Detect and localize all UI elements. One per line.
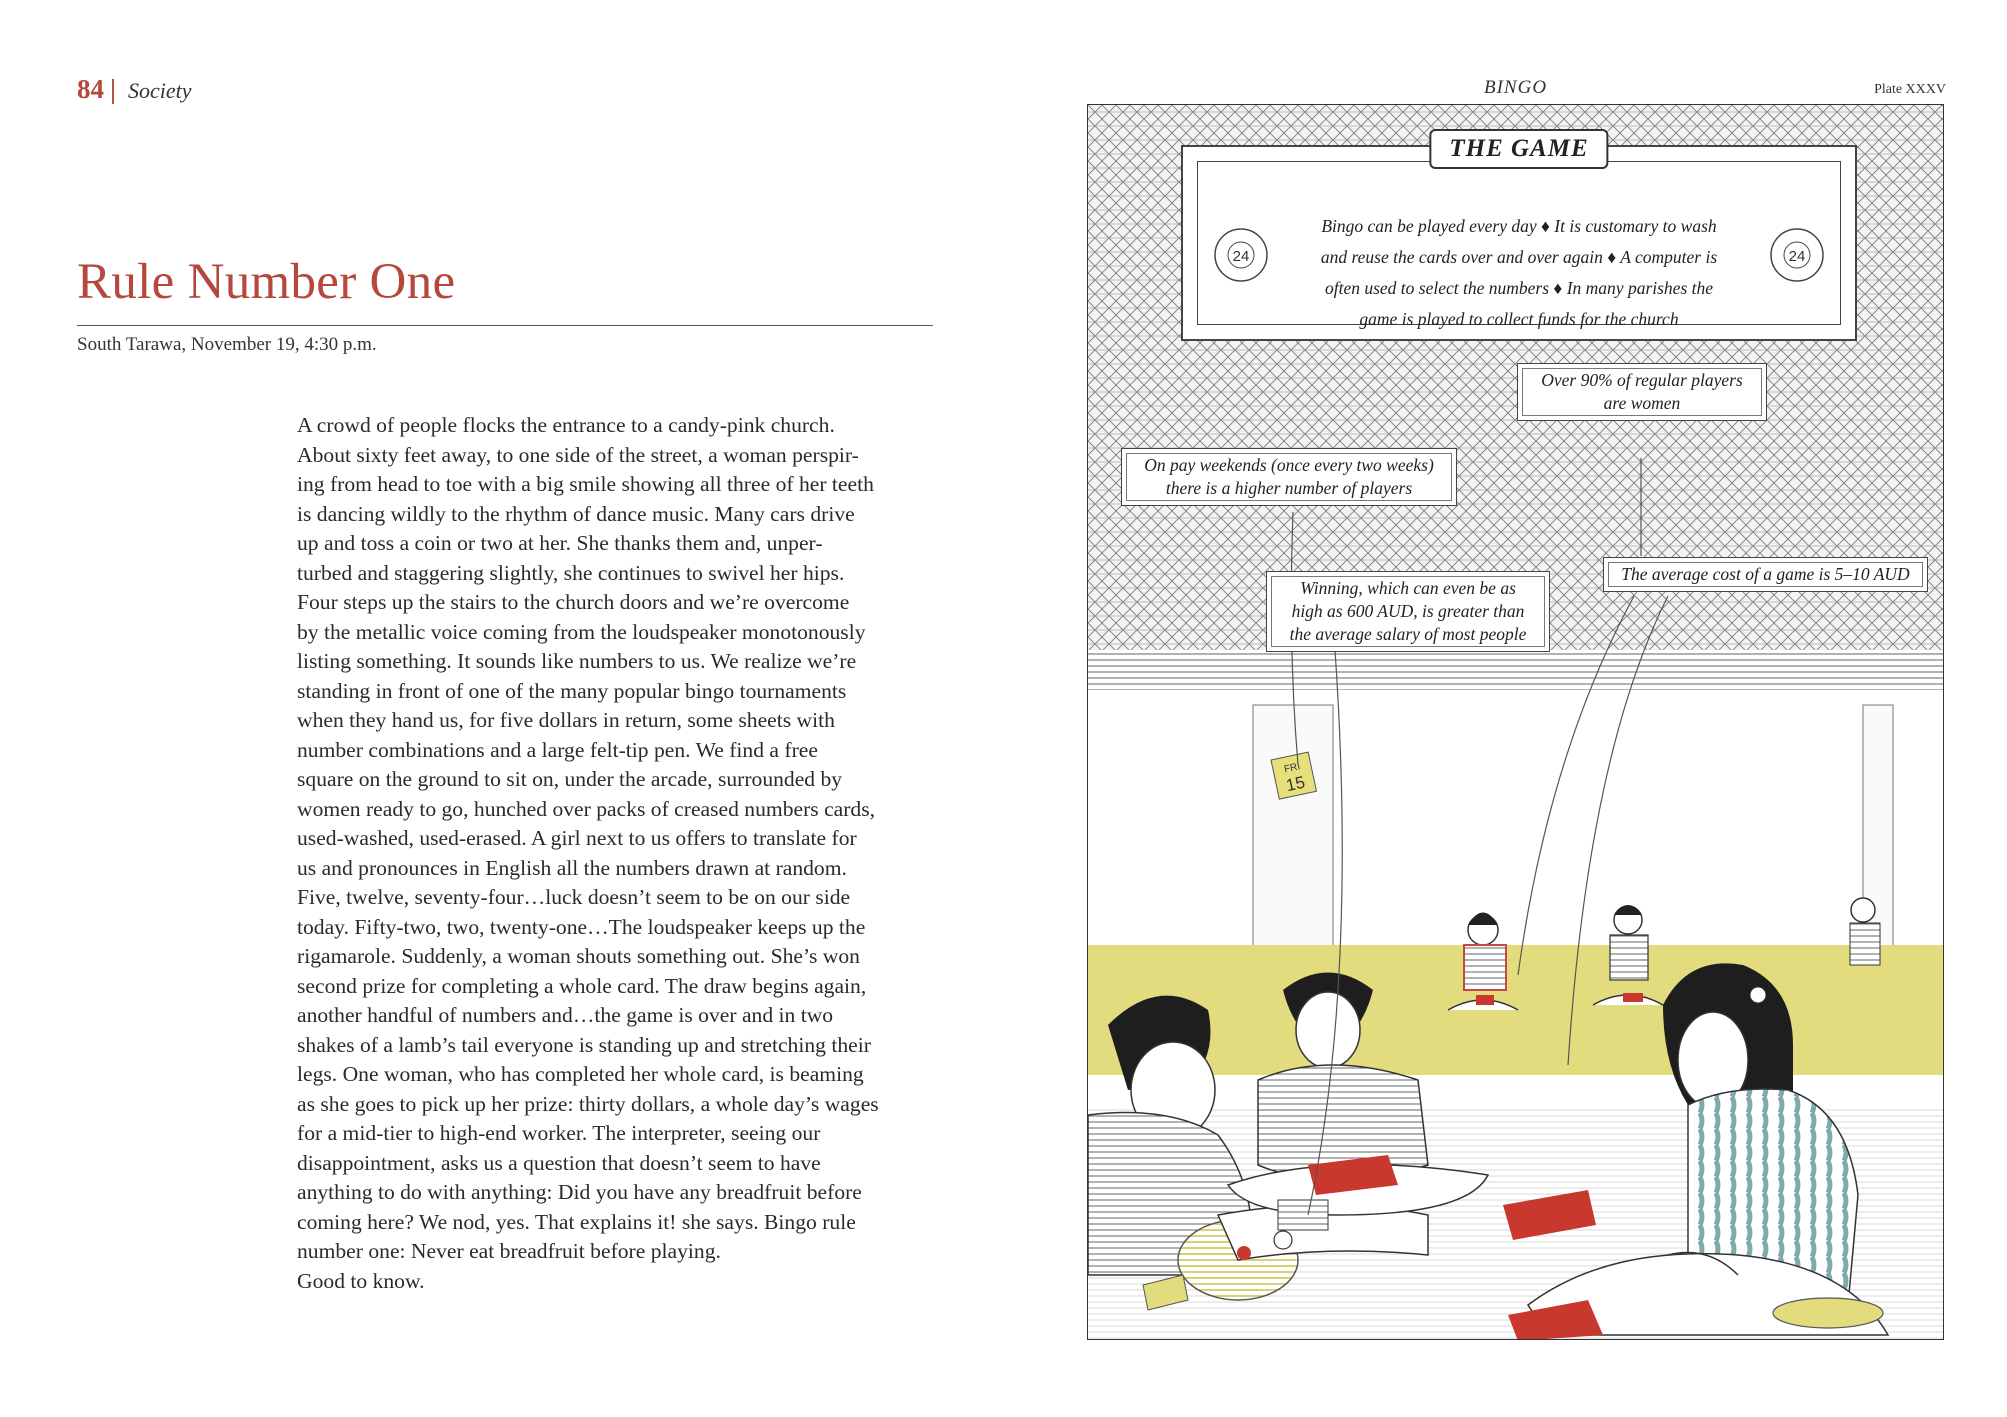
body-line: when they hand us, for five dollars in return, some sheets with: [297, 708, 835, 732]
game-title: THE GAME: [1429, 129, 1608, 169]
game-line: game is played to collect funds for the church: [1359, 309, 1679, 329]
calendar-note: [1271, 752, 1316, 799]
body-line: About sixty feet away, to one side of the street, a woman perspir-: [297, 442, 859, 467]
callout-line: On pay weekends (once every two weeks): [1144, 455, 1434, 475]
background-player-3: [1850, 898, 1880, 965]
body-line: standing in front of one of the many popular bingo tournaments: [297, 678, 847, 703]
callout-line: there is a higher number of players: [1165, 478, 1413, 498]
page-number: 84: [77, 74, 104, 104]
body-line: legs. One woman, who has completed her whole card, is beaming: [297, 1062, 864, 1086]
callout-winning: [1266, 571, 1550, 652]
callout-line: the average salary of most people: [1289, 624, 1527, 644]
body-line: us and pronounces in English all the numbers drawn at random.: [297, 855, 847, 880]
coin: [1274, 1231, 1292, 1249]
body-line: up and toss a coin or two at her. She thanks them and, unper-: [297, 531, 823, 555]
folio-divider: |: [110, 74, 116, 104]
game-line: and reuse the cards over and over again ♦ A computer is: [1320, 247, 1718, 267]
body-line: Four steps up the stairs to the church doors and we’re overcome: [297, 590, 850, 614]
svg-text:24: 24: [1788, 248, 1806, 265]
callout-line: are women: [1603, 393, 1681, 413]
body-line: coming here? We nod, yes. That explains it! she says. Bingo rule: [297, 1209, 856, 1234]
callout-cost: [1603, 557, 1928, 592]
body-line: shakes of a lamb’s tail everyone is standing up and stretching their: [297, 1032, 871, 1057]
body-line: used-washed, used-erased. A girl next to us offers to translate for: [297, 826, 857, 850]
body-line: Five, twelve, seventy-four…luck doesn’t seem to be on our side: [297, 885, 851, 909]
callout-women: [1517, 363, 1767, 421]
body-line: listing something. It sounds like numbers to us. We realize we’re: [297, 649, 857, 673]
bingo-illustration: [1087, 104, 1944, 1340]
body-line: second prize for completing a whole card. The draw begins again,: [297, 973, 867, 998]
bingo-ball-icon: [1769, 227, 1825, 283]
body-line: for a mid-tier to high-end worker. The interpreter, seeing our: [297, 1121, 821, 1145]
article-body: [297, 411, 947, 1296]
plate-number: Plate XXXV: [1874, 82, 1946, 97]
body-line: today. Fifty-two, two, twenty-one…The loudspeaker keeps up the: [297, 914, 866, 939]
body-line: square on the ground to sit on, under the arcade, surrounded by: [297, 767, 843, 791]
ceiling-shadow: [1088, 650, 1944, 690]
callout-line: The average cost of a game is 5–10 AUD: [1621, 564, 1910, 584]
body-line: A crowd of people flocks the entrance to a candy-pink church.: [297, 413, 835, 437]
body-line: turbed and staggering slightly, she continues to swivel her hips.: [297, 560, 845, 585]
article-title: Rule Number One: [77, 254, 456, 310]
svg-text:24: 24: [1232, 248, 1250, 265]
body-line: ing from head to toe with a big smile showing all three of her teeth: [297, 472, 874, 496]
body-line: number combinations and a large felt-tip pen. We find a free: [297, 737, 818, 762]
callout-line: high as 600 AUD, is greater than: [1291, 601, 1525, 621]
svg-text:FRI: FRI: [1283, 761, 1302, 776]
body-line: women ready to go, hunched over packs of creased numbers cards,: [297, 796, 876, 821]
title-rule: [77, 325, 933, 326]
body-line: by the metallic voice coming from the loudspeaker monotonously: [297, 619, 866, 644]
body-line: as she goes to pick up her prize: thirty dollars, a whole day’s wages: [297, 1091, 879, 1116]
body-line: disappointment, asks us a question that doesn’t seem to have: [297, 1150, 821, 1175]
game-info-box: [1181, 135, 1857, 341]
game-line: Bingo can be played every day ♦ It is customary to wash: [1321, 216, 1717, 236]
callout-line: Winning, which can even be as: [1300, 578, 1516, 598]
body-line: number one: Never eat breadfruit before playing.: [297, 1239, 721, 1263]
callout-line: Over 90% of regular players: [1541, 370, 1743, 390]
dateline: South Tarawa, November 19, 4:30 p.m.: [77, 334, 377, 355]
section-name: Society: [127, 78, 192, 103]
body-line: rigamarole. Suddenly, a woman shouts something out. She’s won: [297, 944, 860, 968]
body-line: anything to do with anything: Did you have any breadfruit before: [297, 1180, 862, 1204]
body-line: another handful of numbers and…the game is over and in two: [297, 1003, 834, 1027]
svg-text:15: 15: [1284, 772, 1307, 796]
callout-pay-weekends: [1121, 448, 1457, 506]
bingo-ball-icon: [1213, 227, 1269, 283]
body-line: is dancing wildly to the rhythm of dance music. Many cars drive: [297, 501, 855, 526]
running-head: [77, 74, 191, 105]
game-line: often used to select the numbers ♦ In many parishes the: [1324, 278, 1714, 298]
number-board: [1278, 1200, 1328, 1230]
body-line: Good to know.: [297, 1268, 425, 1293]
plate-title: BINGO: [1484, 77, 1548, 98]
game-description: [1293, 211, 1745, 335]
